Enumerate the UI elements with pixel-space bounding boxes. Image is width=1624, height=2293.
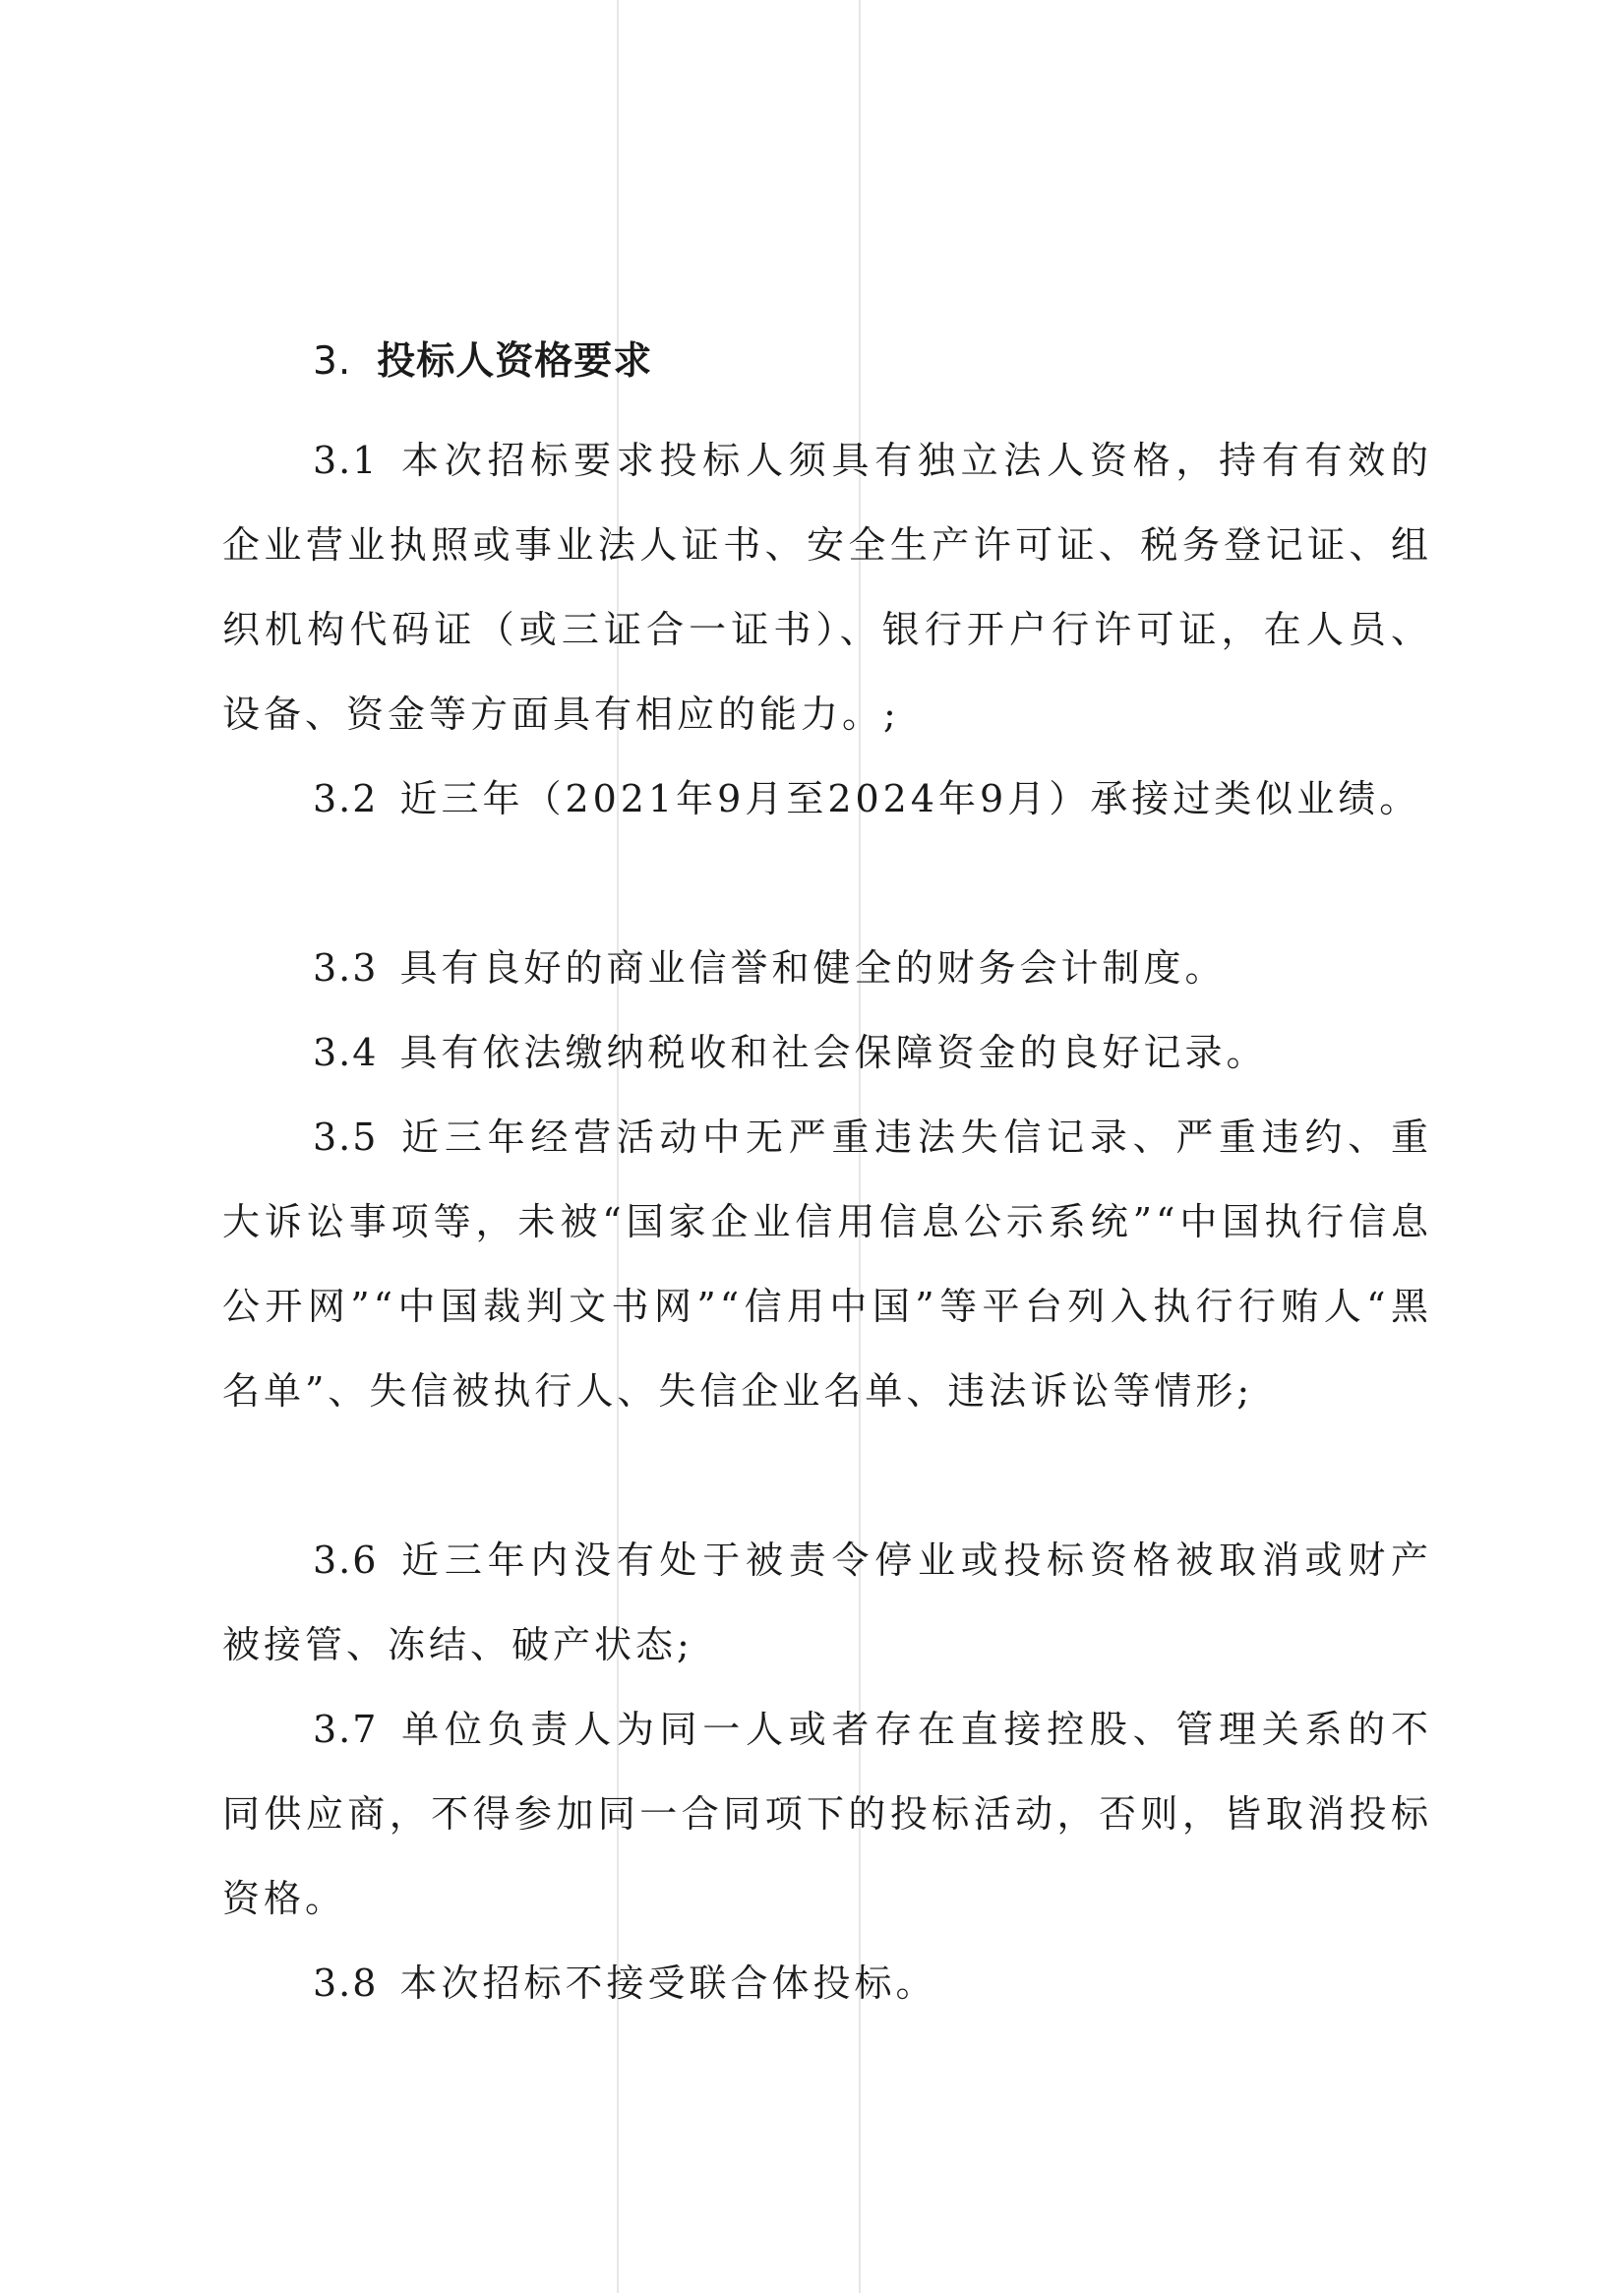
- clause-3-2: [222, 756, 1432, 841]
- clause-3-4: [222, 1010, 1432, 1095]
- clause-text: 近三年内没有处于被责令停业或投标资格被取消或财产被接管、冻结、破产状态;: [222, 1539, 1432, 1666]
- clause-number: 3.4: [313, 1031, 379, 1074]
- section-title-text: 投标人资格要求: [377, 339, 653, 384]
- clause-number: 3.1: [313, 439, 379, 482]
- section-number: 3.: [313, 339, 352, 384]
- clause-3-1: [222, 418, 1432, 756]
- clause-text: 近三年经营活动中无严重违法失信记录、严重违约、重大诉讼事项等，未被“国家企业信用信息公示系统”“中国执行信息公开网”“中国裁判文书网”“信用中国”等平台列入执行行贿人“黑名单”、失信被执行人、失信企业名单、违法诉讼等情形;: [222, 1116, 1432, 1413]
- clause-3-8: [222, 1941, 1432, 2025]
- clause-number: 3.7: [313, 1708, 379, 1751]
- clause-number: 3.3: [313, 946, 379, 990]
- clause-number: 3.2: [313, 777, 379, 820]
- clause-number: 3.6: [313, 1539, 379, 1582]
- clause-text: 本次招标要求投标人须具有独立法人资格，持有有效的企业营业执照或事业法人证书、安全生产许可证、税务登记证、组织机构代码证（或三证合一证书）、银行开户行许可证，在人员、设备、资金等方面具有相应的能力。;: [222, 439, 1432, 736]
- clause-3-3: [222, 926, 1432, 1010]
- clause-text: 具有依法缴纳税收和社会保障资金的良好记录。: [399, 1031, 1268, 1074]
- clause-number: 3.5: [313, 1116, 379, 1159]
- clause-3-6: [222, 1518, 1432, 1687]
- clause-3-7: [222, 1687, 1432, 1941]
- clause-number: 3.8: [313, 1961, 379, 2005]
- clause-text: 单位负责人为同一人或者存在直接控股、管理关系的不同供应商，不得参加同一合同项下的投标活动，否则，皆取消投标资格。: [222, 1708, 1432, 1920]
- clause-text: 具有良好的商业信誉和健全的财务会计制度。: [399, 946, 1227, 990]
- clause-text: 本次招标不接受联合体投标。: [399, 1961, 937, 2005]
- clause-3-5: [222, 1095, 1432, 1433]
- section-heading: [313, 332, 652, 392]
- clause-text: 近三年（2021年9月至2024年9月）承接过类似业绩。: [399, 777, 1421, 820]
